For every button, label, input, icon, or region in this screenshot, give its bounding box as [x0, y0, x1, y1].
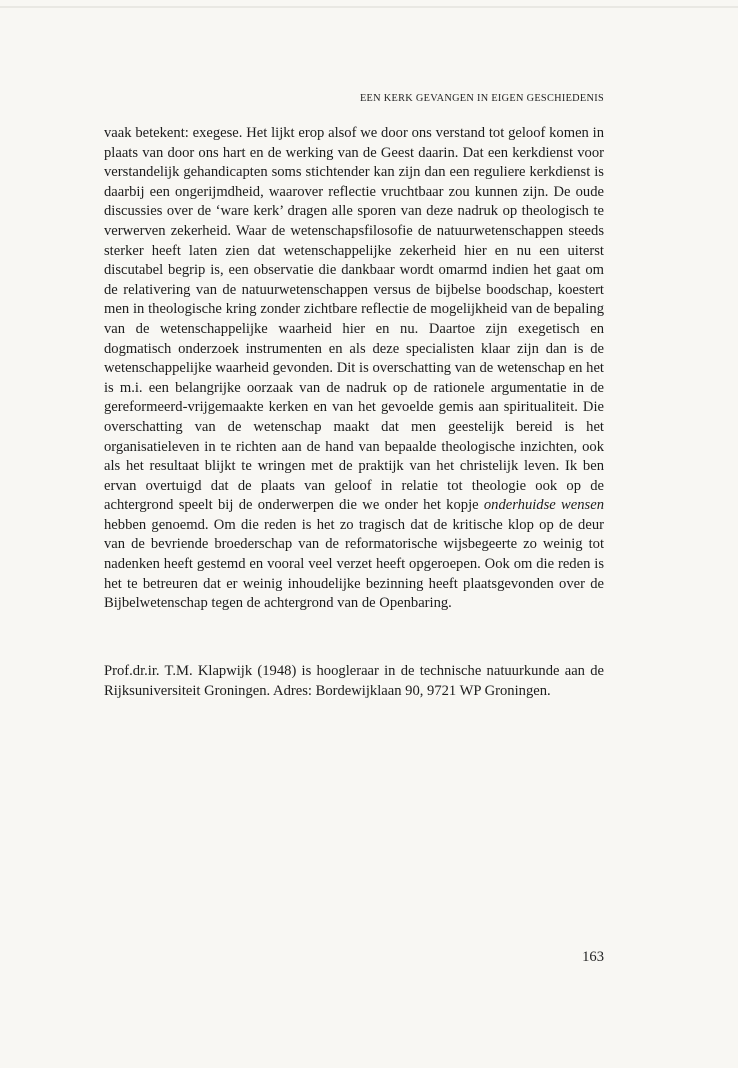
body-text-part-2: hebben genoemd. Om die reden is het zo tragisch dat de kritische klop op de deur van de bevriende broederschap van de reformatorische wijsbegeerte zo weinig tot nadenken heeft gestemd en vooral veel verzet heeft opgeroepen. Ook om die reden is het te betreuren dat er weinig inhoudelijke bezinning heeft plaatsgevonden over de Bijbelwetenschap tegen de achtergrond van de Openbaring. [104, 516, 604, 612]
body-emphasis: onderhuidse wensen [483, 497, 604, 514]
page-number: 163 [582, 949, 604, 965]
author-note: Prof.dr.ir. T.M. Klapwijk (1948) is hoogleraar in de technische natuurkunde aan de Rijksuniversiteit Groningen. Adres: Bordewijklaan 90, 9721 WP Groningen. [104, 663, 604, 699]
body-text-part-1: vaak betekent: exegese. Het lijkt erop alsof we door ons verstand tot geloof komen in plaats van door ons hart en de werking van de Geest daarin. Dat een kerkdienst voor verstandelijk gehandicapten soms stichtender kan zijn dan een reguliere kerkdienst is daarbij een ongerijmdheid, waarover reflectie vruchtbaar zou kunnen zijn. De oude discussies over de ‘ware kerk’ dragen alle sporen van deze nadruk op theologisch te verwerven zekerheid. Waar de wetenschapsfilosofie de natuurwetenschappen steeds sterker heeft laten zien dat wetenschappelijke zekerheid hier en nu een uiterst discutabel begrip is, een observatie die dankbaar wordt omarmd indien het gaat om de relativering van de natuurwetenschappen versus de bijbelse boodschap, koestert men in theologische kring zonder zichtbare reflectie de mogelijkheid van de bepaling van de wetenschappelijke waarheid hier en nu. Daartoe zijn exegetisch en dogmatisch onderzoek instrumenten en als deze specialisten klaar zijn dan is de wetenschappelijke waarheid gevonden. Dit is overschatting van de wetenschap en het is m.i. een belangrijke oorzaak van de nadruk op de rationele argumentatie in de gereformeerd-vrijgemaakte kerken en van het gevoelde gemis aan spiritualiteit. Die overschatting van de wetenschap maakt dat men geestelijk bereid is het organisatieleven in te richten aan de hand van bepaalde theologische inzichten, ook als het resultaat blijkt te wringen met de praktijk van het christelijk leven. Ik ben ervan overtuigd dat de plaats van geloof in relatie tot theologie ook op de achtergrond speelt bij de onderwerpen die we onder het kopje [104, 125, 604, 514]
body-paragraph [104, 124, 604, 614]
running-header: EEN KERK GEVANGEN IN EIGEN GESCHIEDENIS [359, 93, 604, 104]
page-top-edge [0, 6, 738, 8]
